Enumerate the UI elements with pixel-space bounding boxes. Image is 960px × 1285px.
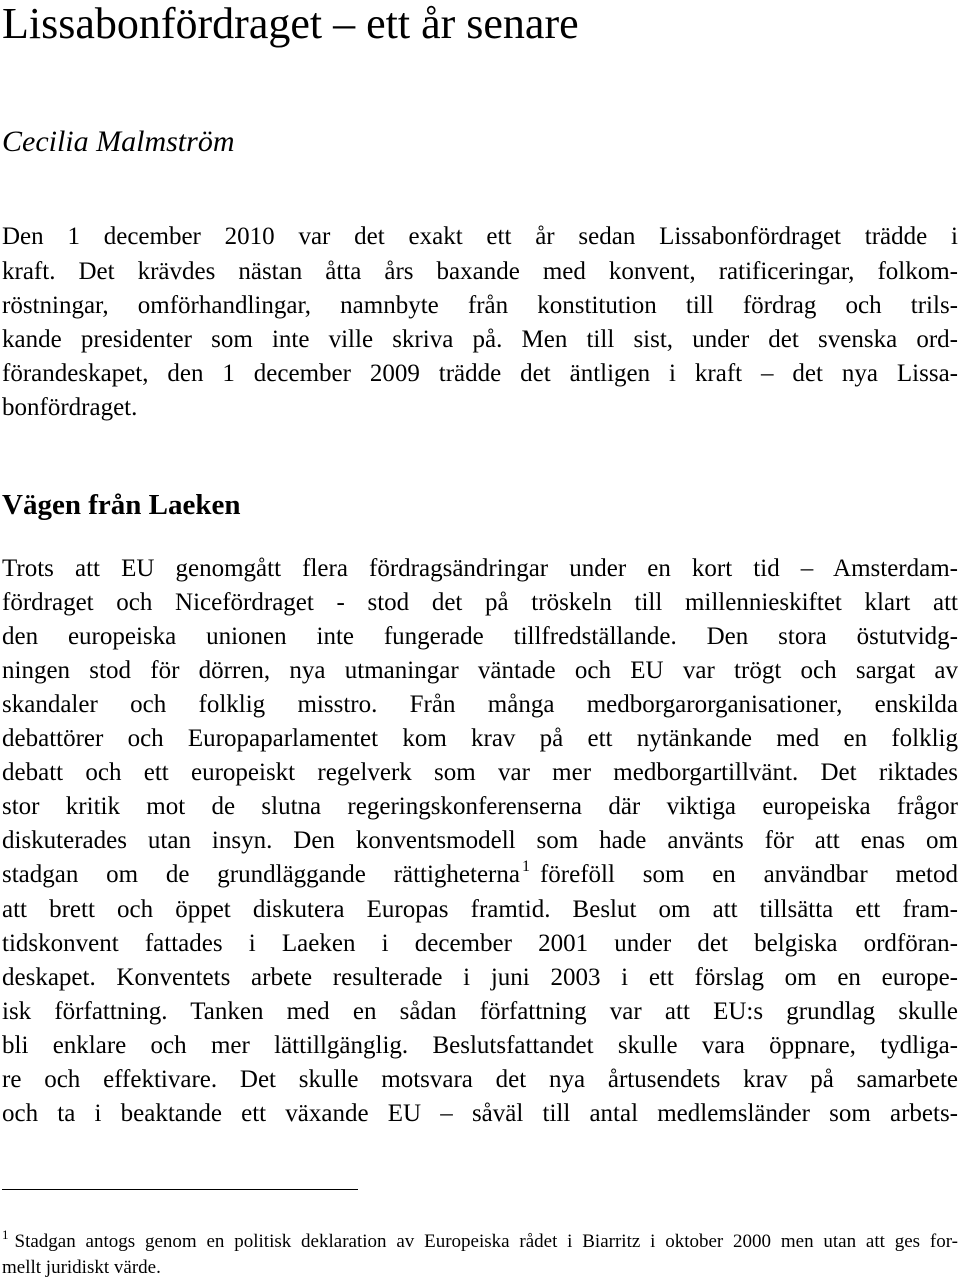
body-line: skandaler och folklig misstro. Från många medborgarorganisationer, enskilda — [2, 691, 958, 718]
body-text: stadgan om de grundläggande rättigheterna — [2, 861, 520, 888]
body-line: debattörer och Europaparlamentet kom krav på ett nytänkande med en folklig — [2, 725, 958, 752]
footnote-text: Stadgan antogs genom en politisk deklaration av Europeiska rådet i Biarritz i oktober 2000 men utan att ges for- — [14, 1231, 958, 1252]
body-line: re och effektivare. Det skulle motsvara det nya årtusendets krav på samarbete — [2, 1066, 958, 1093]
body-text: föreföll som en användbar metod — [539, 861, 958, 888]
body-line: debatt och ett europeiskt regelverk som var mer medborgartillvänt. Det riktades — [2, 759, 958, 786]
footnote-reference[interactable]: 1 — [521, 858, 530, 875]
article-title: Lissabonfördraget – ett år senare — [2, 0, 579, 48]
intro-line: bonfördraget. — [2, 394, 138, 421]
body-line: diskuterades utan insyn. Den konventsmodell som hade använts för att enas om — [2, 827, 958, 854]
body-line: tidskonvent fattades i Laeken i december 2001 under det belgiska ordföran- — [2, 930, 958, 957]
intro-line: kraft. Det krävdes nästan åtta års baxande med konvent, ratificeringar, folkom- — [2, 258, 958, 285]
body-line: ningen stod för dörren, nya utmaningar väntade och EU var trögt och sargat av — [2, 657, 958, 684]
body-line: isk författning. Tanken med en sådan författning var att EU:s grundlag skulle — [2, 998, 958, 1025]
body-line: bli enklare och mer lättillgänglig. Beslutsfattandet skulle vara öppnare, tydliga- — [2, 1032, 958, 1059]
body-line: Trots att EU genomgått flera fördragsändringar under en kort tid – Amsterdam- — [2, 555, 958, 582]
body-line: fördraget och Nicefördraget - stod det på tröskeln till millennieskiftet klart att — [2, 589, 958, 616]
body-line: och ta i beaktande ett växande EU – såväl till antal medlemsländer som arbets- — [2, 1100, 958, 1127]
body-line-with-footnote — [2, 860, 958, 890]
footnote-line: mellt juridiskt värde. — [2, 1257, 161, 1278]
body-line: stor kritik mot de slutna regeringskonferenserna där viktiga europeiska frågor — [2, 793, 958, 820]
section-heading: Vägen från Laeken — [2, 489, 241, 521]
intro-line: Den 1 december 2010 var det exakt ett år sedan Lissabonfördraget trädde i — [2, 223, 958, 250]
intro-line: förandeskapet, den 1 december 2009 trädde det äntligen i kraft – det nya Lissa- — [2, 360, 958, 387]
intro-line: kande presidenter som inte ville skriva på. Men till sist, under det svenska ord- — [2, 326, 958, 353]
footnote-separator — [2, 1189, 358, 1190]
body-line: deskapet. Konventets arbete resulterade i juni 2003 i ett förslag om en europe- — [2, 964, 958, 991]
body-line: att brett och öppet diskutera Europas framtid. Beslut om att tillsätta ett fram- — [2, 896, 958, 923]
article-author: Cecilia Malmström — [2, 125, 235, 158]
footnote-number: 1 — [2, 1227, 9, 1242]
body-line: den europeiska unionen inte fungerade tillfredställande. Den stora östutvidg- — [2, 623, 958, 650]
footnote-line — [2, 1227, 958, 1254]
intro-line: röstningar, omförhandlingar, namnbyte från konstitution till fördrag och trils- — [2, 292, 958, 319]
